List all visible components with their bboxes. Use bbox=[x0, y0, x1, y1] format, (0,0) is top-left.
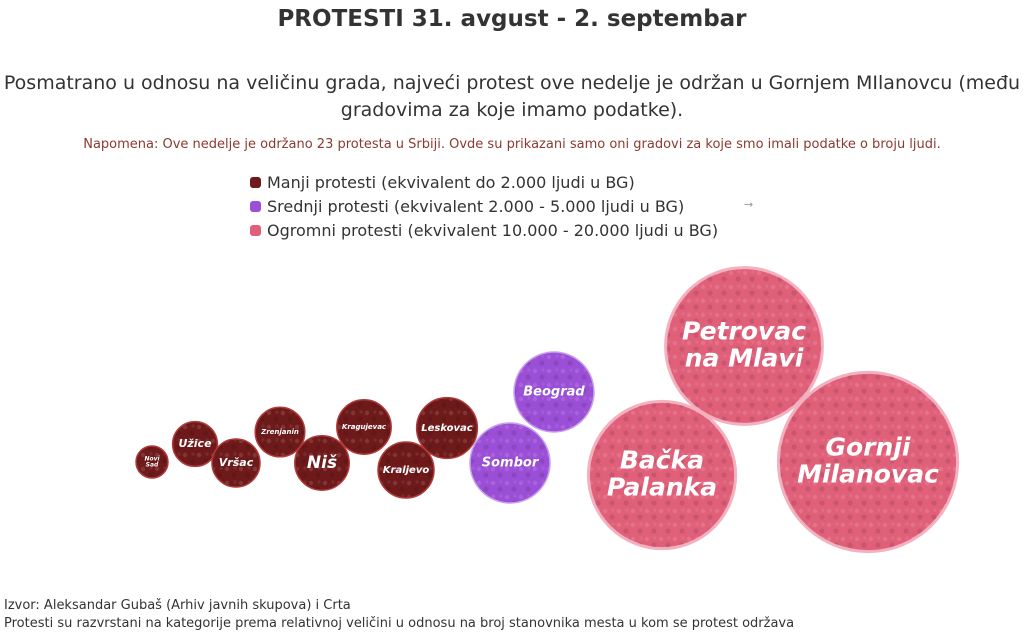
bubble-label-vrsac: Vršac bbox=[218, 456, 254, 469]
chart-title: PROTESTI 31. avgust - 2. septembar bbox=[277, 6, 747, 32]
bubble-chart bbox=[0, 255, 1024, 565]
legend bbox=[250, 170, 718, 242]
bubble-label-petrovac-na-mlavi: Petrovac bbox=[681, 316, 807, 346]
legend-swatch-small bbox=[250, 177, 261, 188]
footer-method: Protesti su razvrstani na kategorije prema relativnoj veličini u odnosu na broj stanovnika mesta u kom se protest održava bbox=[4, 616, 795, 631]
chart-note: Napomena: Ove nedelje je održano 23 protesta u Srbiji. Ovde su prikazani samo oni gradovi za koje smo imali podatke o broju ljudi. bbox=[83, 137, 941, 152]
bubble-vrsac[interactable] bbox=[212, 439, 260, 487]
bubble-label-kraljevo: Kraljevo bbox=[382, 465, 430, 476]
bubble-uzice[interactable] bbox=[173, 422, 218, 467]
bubble-label-novi-sad: Novi bbox=[144, 455, 160, 463]
bubble-label-novi-sad: Sad bbox=[145, 461, 159, 469]
bubble-sombor[interactable] bbox=[470, 423, 550, 503]
legend-swatch-medium bbox=[250, 201, 261, 212]
legend-item-small[interactable] bbox=[250, 170, 718, 194]
legend-label-medium: Srednji protesti (ekvivalent 2.000 - 5.000 ljudi u BG) bbox=[267, 196, 685, 216]
bubble-label-backa-palanka: Palanka bbox=[606, 472, 718, 502]
bubble-label-backa-palanka: Bačka bbox=[619, 445, 705, 475]
subtitle-line-1: Posmatrano u odnosu na veličinu grada, najveći protest ove nedelje je održan u Gornjem MIlanovcu (među bbox=[3, 72, 1021, 94]
legend-label-small: Manji protesti (ekvivalent do 2.000 ljudi u BG) bbox=[267, 172, 635, 192]
arrow-icon: → bbox=[744, 198, 754, 211]
chart-subtitle bbox=[0, 70, 1024, 124]
legend-item-medium[interactable] bbox=[250, 194, 718, 218]
bubble-label-leskovac: Leskovac bbox=[421, 423, 473, 434]
bubble-petrovac-na-mlavi[interactable] bbox=[666, 268, 823, 425]
bubble-novi-sad[interactable] bbox=[136, 446, 168, 478]
bubble-label-gornji-milanovac: Milanovac bbox=[797, 459, 939, 489]
bubble-label-uzice: Užice bbox=[178, 437, 212, 450]
bubble-backa-palanka[interactable] bbox=[588, 401, 735, 548]
footer-source: Izvor: Aleksandar Gubaš (Arhiv javnih skupova) i Crta bbox=[4, 598, 351, 613]
bubble-label-beograd: Beograd bbox=[523, 384, 585, 400]
bubble-label-gornji-milanovac: Gornji bbox=[825, 432, 911, 462]
legend-item-huge[interactable] bbox=[250, 218, 718, 242]
bubble-label-kragujevac: Kragujevac bbox=[341, 423, 387, 431]
bubble-leskovac[interactable] bbox=[417, 398, 478, 459]
bubble-label-sombor: Sombor bbox=[481, 455, 539, 471]
bubble-label-nis: Niš bbox=[306, 453, 338, 473]
bubble-beograd[interactable] bbox=[514, 352, 594, 432]
legend-swatch-huge bbox=[250, 225, 261, 236]
legend-label-huge: Ogromni protesti (ekvivalent 10.000 - 20.000 ljudi u BG) bbox=[267, 220, 719, 240]
bubble-label-zrenjanin: Zrenjanin bbox=[261, 428, 299, 436]
footer bbox=[4, 597, 794, 633]
subtitle-line-2: gradovima za koje imamo podatke). bbox=[340, 99, 684, 121]
bubble-nis[interactable] bbox=[295, 436, 349, 490]
bubble-zrenjanin[interactable] bbox=[255, 407, 305, 457]
bubble-gornji-milanovac[interactable] bbox=[778, 372, 957, 551]
bubble-label-petrovac-na-mlavi: na Mlavi bbox=[684, 343, 804, 373]
bubble-kragujevac[interactable] bbox=[337, 400, 391, 454]
